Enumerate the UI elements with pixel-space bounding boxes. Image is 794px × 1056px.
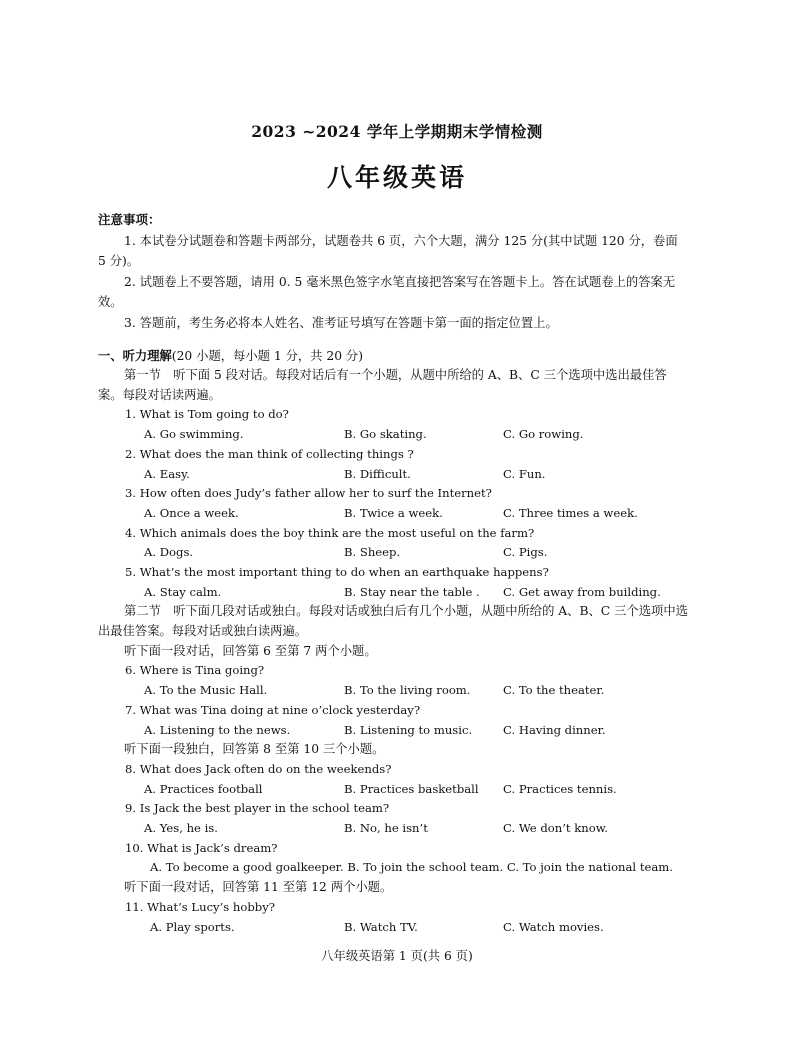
note-item-2: 2. 试题卷上不要答题，请用 0. 5 毫米黑色签字水笔直接把答案写在答题卡上。答在试题卷上的答案无效。 [98, 274, 676, 309]
section-title: 一、听力理解 [98, 349, 172, 363]
option-a: A. To the Music Hall. [144, 683, 268, 698]
question-stem: 3. How often does Judy’s father allow her to surf the Internet? [125, 486, 492, 501]
option-c: C. To the theater. [503, 683, 605, 698]
option-a: A. Listening to the news. [144, 722, 291, 737]
note-item-3: 3. 答题前，考生务必将本人姓名、准考证号填写在答题卡第一面的指定位置上。 [124, 315, 558, 330]
option-b: B. Practices basketball [344, 781, 479, 796]
question-stem: 8. What does Jack often do on the weekends? [125, 761, 392, 776]
question-stem: 7. What was Tina doing at nine o’clock yesterday? [125, 702, 421, 717]
option-b: B. Sheep. [344, 545, 401, 560]
option-b: B. Watch TV. [344, 919, 418, 934]
option-c: C. We don’t know. [503, 821, 608, 836]
question-stem: 10. What is Jack’s dream? [125, 840, 278, 855]
option-b: B. Twice a week. [344, 505, 443, 520]
option-b: B. Difficult. [344, 466, 411, 481]
question-options [98, 819, 688, 839]
subject-title: 八年级英语 [326, 163, 467, 192]
notes-heading: 注意事项： [98, 212, 161, 227]
question-stem: 11. What’s Lucy’s hobby? [125, 899, 275, 914]
part1-instruction: 第一节 听下面 5 段对话。每段对话后有一个小题，从题中所给的 A、B、C 三个选项中选出最佳答案。每段对话读两遍。 [98, 368, 667, 402]
option-a: A. Once a week. [144, 505, 239, 520]
question-options [98, 425, 688, 445]
listening-section [98, 366, 688, 937]
exam-title: 2023 ~2024 学年上学期期末学情检测 [251, 122, 543, 141]
question-stem: 9. Is Jack the best player in the school team? [125, 801, 390, 816]
option-c: C. Get away from building. [503, 584, 661, 599]
option-b: B. Listening to music. [344, 722, 473, 737]
option-a: A. Play sports. [150, 919, 235, 934]
question-stem: 6. Where is Tina going? [125, 663, 265, 678]
question-options [98, 858, 688, 878]
option-b: B. No, he isn’t [344, 821, 428, 836]
question-options [98, 681, 688, 701]
question-stem: 5. What’s the most important thing to do when an earthquake happens? [125, 564, 549, 579]
question-options [98, 583, 688, 603]
section-title-note: (20 小题，每小题 1 分，共 20 分) [171, 349, 364, 363]
question-stem: 4. Which animals does the boy think are the most useful on the farm? [125, 525, 535, 540]
option-a: A. Yes, he is. [144, 821, 218, 836]
option-b: B. To the living room. [344, 683, 471, 698]
option-b: B. To join the school team. [347, 860, 504, 875]
note-item-1: 1. 本试卷分试题卷和答题卡两部分，试题卷共 6 页，六个大题，满分 125 分(其中试题 120 分，卷面 5 分)。 [98, 233, 678, 268]
option-a: A. To become a good goalkeeper. [150, 860, 344, 875]
option-a: A. Dogs. [144, 545, 194, 560]
question-options [98, 780, 688, 800]
question-options [98, 918, 688, 938]
question-options [98, 543, 688, 563]
option-c: C. To join the national team. [506, 860, 673, 875]
option-c: C. Watch movies. [503, 919, 604, 934]
question-stem: 2. What does the man think of collecting things ? [125, 446, 414, 461]
option-c: C. Fun. [503, 466, 546, 481]
option-c: C. Pigs. [503, 545, 548, 560]
question-options [98, 465, 688, 485]
option-c: C. Three times a week. [503, 505, 638, 520]
lead-8-10: 听下面一段独白，回答第 8 至第 10 三个小题。 [124, 742, 385, 757]
question-options [98, 721, 688, 741]
option-b: B. Stay near the table . [344, 584, 480, 599]
question-options [98, 504, 688, 524]
option-c: C. Practices tennis. [503, 781, 617, 796]
option-c: C. Having dinner. [503, 722, 606, 737]
option-b: B. Go skating. [344, 427, 427, 442]
section-heading [98, 346, 698, 366]
lead-11-12: 听下面一段对话，回答第 11 至第 12 两个小题。 [124, 880, 393, 895]
question-stem: 1. What is Tom going to do? [125, 407, 289, 422]
part2-instruction: 第二节 听下面几段对话或独白。每段对话或独白后有几个小题，从题中所给的 A、B、C 三个选项中选出最佳答案。每段对话或独白读两遍。 [98, 604, 688, 639]
option-a: A. Stay calm. [144, 584, 222, 599]
notes-section [98, 210, 678, 333]
page-footer: 八年级英语第 1 页(共 6 页) [321, 949, 473, 963]
option-a: A. Easy. [144, 466, 190, 481]
lead-6-7: 听下面一段对话，回答第 6 至第 7 两个小题。 [124, 643, 377, 658]
option-a: A. Go swimming. [144, 427, 244, 442]
option-c: C. Go rowing. [503, 427, 584, 442]
option-a: A. Practices football [144, 781, 263, 796]
